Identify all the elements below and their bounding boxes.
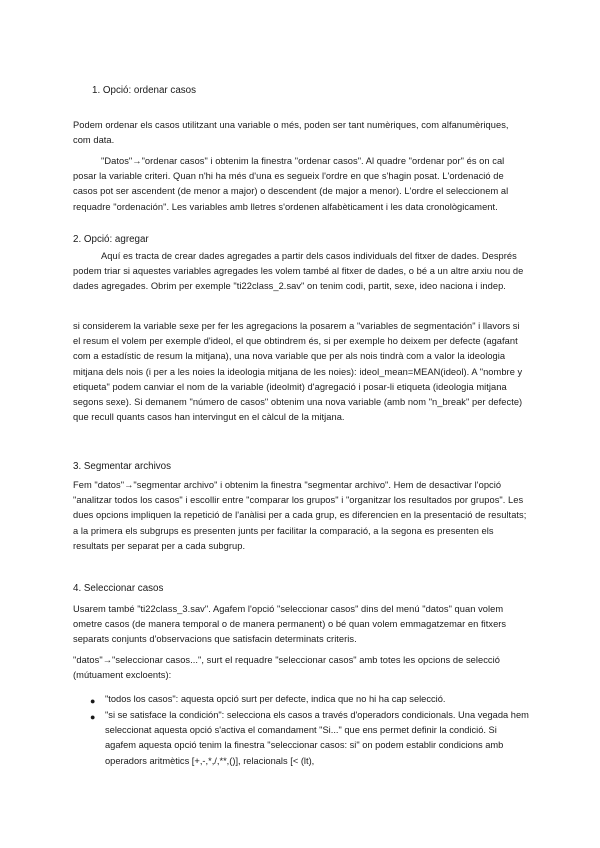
- section-3-paragraph-1: Fem "datos"→"segmentar archivo" i obtenim la finestra "segmentar archivo". Hem de desactivar l'opció "analitzar todos los casos" i escollir entre "comparar los grupos" i "organitzar los resultados por grupos". Les dues opcions impliquen la repetició de l'anàlisi per a cada grup, es diferencien en la presentació de resultats; a la primera els subgrups es presenten junts per facilitar la comparació, a la segona es presenten els resultats per separat per a cada subgrup.: [73, 480, 527, 551]
- section-4-heading: 4. Seleccionar casos: [73, 583, 164, 594]
- bullet-icon: ●: [90, 696, 96, 706]
- bullet-icon: ●: [90, 712, 96, 722]
- section-3-heading: 3. Segmentar archivos: [73, 461, 172, 472]
- section-1-paragraph-1: Podem ordenar els casos utilitzant una variable o més, poden ser tant numèriques, com alfanumèriques, com data.: [73, 120, 509, 146]
- section-4-paragraph-2: "datos"→"seleccionar casos...", surt el requadre "seleccionar casos" amb totes les opcions de selecció (mútuament excloents):: [73, 655, 500, 681]
- section-2-paragraph-1: Aquí es tracta de crear dades agregades a partir dels casos individuals del fitxer de dades. Després podem triar si aquestes variables agregades les volem també al fitxer de dades, o bé a un altre arxiu nou de dades agregades. Obrim per exemple "ti22class_2.sav" on tenim codi, partit, sexe, ideo naciona i indep.: [73, 251, 524, 292]
- section-4-paragraph-1: Usarem també "ti22class_3.sav". Agafem l'opció "seleccionar casos" dins del menú "datos" quan volem ometre casos (de manera temporal o de manera permanent) o bé quan volem emmagatzemar en fitxers separats conjunts d'observacions que satisfacin determinats criteris.: [73, 604, 507, 645]
- bullet-item-1: "todos los casos": aquesta opció surt per defecte, indica que no hi ha cap selecció.: [105, 694, 446, 704]
- section-1-heading: 1. Opció: ordenar casos: [92, 85, 197, 96]
- section-2-heading: 2. Opció: agregar: [73, 234, 149, 245]
- section-1-paragraph-2: "Datos"→"ordenar casos" i obtenim la finestra "ordenar casos". Al quadre "ordenar por" és on cal posar la variable criteri. Quan n'hi ha més d'una es segueix l'ordre en que s'hagin posat. L'ordenació de casos pot ser ascendent (de menor a major) o descendent (de major a menor). L'ordre el seleccionem al requadre "ordenación". Les variables amb lletres s'ordenen alfabèticament i les data cronològicament.: [73, 156, 509, 212]
- section-2-paragraph-2: si considerem la variable sexe per fer les agregacions la posarem a "variables de segmentación" i llavors si el resum el volem per exemple d'ideol, el que obtindrem és, si per exemple ho deixem per defecte (agafant com a estadístic de resum la mitjana), una nova variable que per als nois tindrà com a valor la ideologia mitjana dels nois (i per a les noies la ideologia mitjana de les noies): ideol_mean=MEAN(ideol). A "nombre y etiqueta" podem canviar el nom de la variable (ideolmit) d'agregació i posar-li etiqueta (ideologia mitjana segons sexe). Si demanem "número de casos" obtenim una nova variable (amb nom "n_break" per defecte) que recull quants casos han intervingut en el càlcul de la mitjana.: [73, 321, 523, 423]
- bullet-item-2: "si se satisface la condición": selecciona els casos a través d'operadors condicionals. Una vegada hem seleccionat aquesta opció s'activa el comandament "Si..." que ens permet definir la condició. Si agafem aquesta opció tenim la finestra "seleccionar casos: si" on podem establir condicions amb operadors aritmètics [+,-,*,/,**,()], relacionals [< (lt),: [105, 710, 529, 766]
